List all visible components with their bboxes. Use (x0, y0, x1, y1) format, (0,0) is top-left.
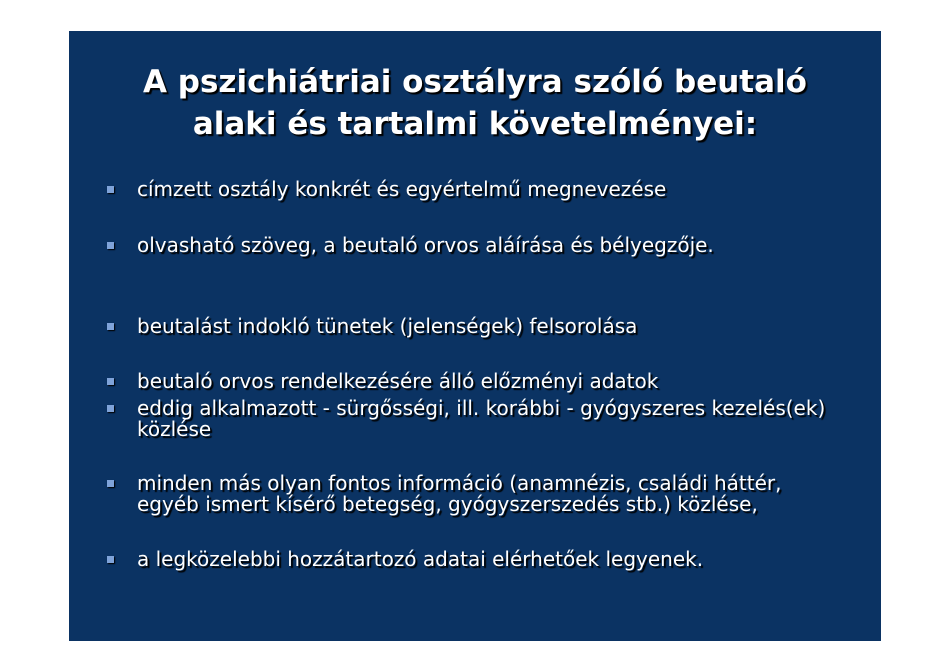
bullet-item (107, 371, 827, 392)
slide-title-line-1: A pszichiátriai osztályra szóló beutaló (143, 64, 807, 100)
square-bullet-icon (107, 556, 114, 563)
bullet-item (107, 398, 827, 440)
square-bullet-icon (107, 186, 114, 193)
square-bullet-icon (107, 378, 114, 385)
slide-title-line-2: alaki és tartalmi követelményei: (192, 106, 758, 142)
bullet-item (107, 179, 827, 200)
square-bullet-icon (107, 242, 114, 249)
bullet-text: címzett osztály konkrét és egyértelmű megnevezése (137, 177, 667, 201)
bullet-item (107, 316, 827, 337)
bullet-text: olvasható szöveg, a beutaló orvos aláírása és bélyegzője. (137, 233, 714, 257)
slide (69, 31, 881, 641)
bullet-item (107, 473, 827, 515)
square-bullet-icon (107, 323, 114, 330)
bullet-text: a legközelebbi hozzátartozó adatai elérhetőek legyenek. (137, 547, 704, 571)
bullet-list (69, 31, 881, 641)
bullet-text: eddig alkalmazott - sürgősségi, ill. korábbi - gyógyszeres kezelés(ek) közlése (137, 396, 826, 441)
square-bullet-icon (107, 480, 114, 487)
bullet-item (107, 235, 827, 256)
bullet-text: beutalást indokló tünetek (jelenségek) felsorolása (137, 314, 638, 338)
square-bullet-icon (107, 405, 114, 412)
bullet-text: minden más olyan fontos információ (anamnézis, családi háttér, egyéb ismert kísérő betegség, gyógyszerszedés stb.) közlése, (137, 471, 782, 516)
bullet-item (107, 549, 827, 570)
bullet-text: beutaló orvos rendelkezésére álló előzményi adatok (137, 369, 659, 393)
